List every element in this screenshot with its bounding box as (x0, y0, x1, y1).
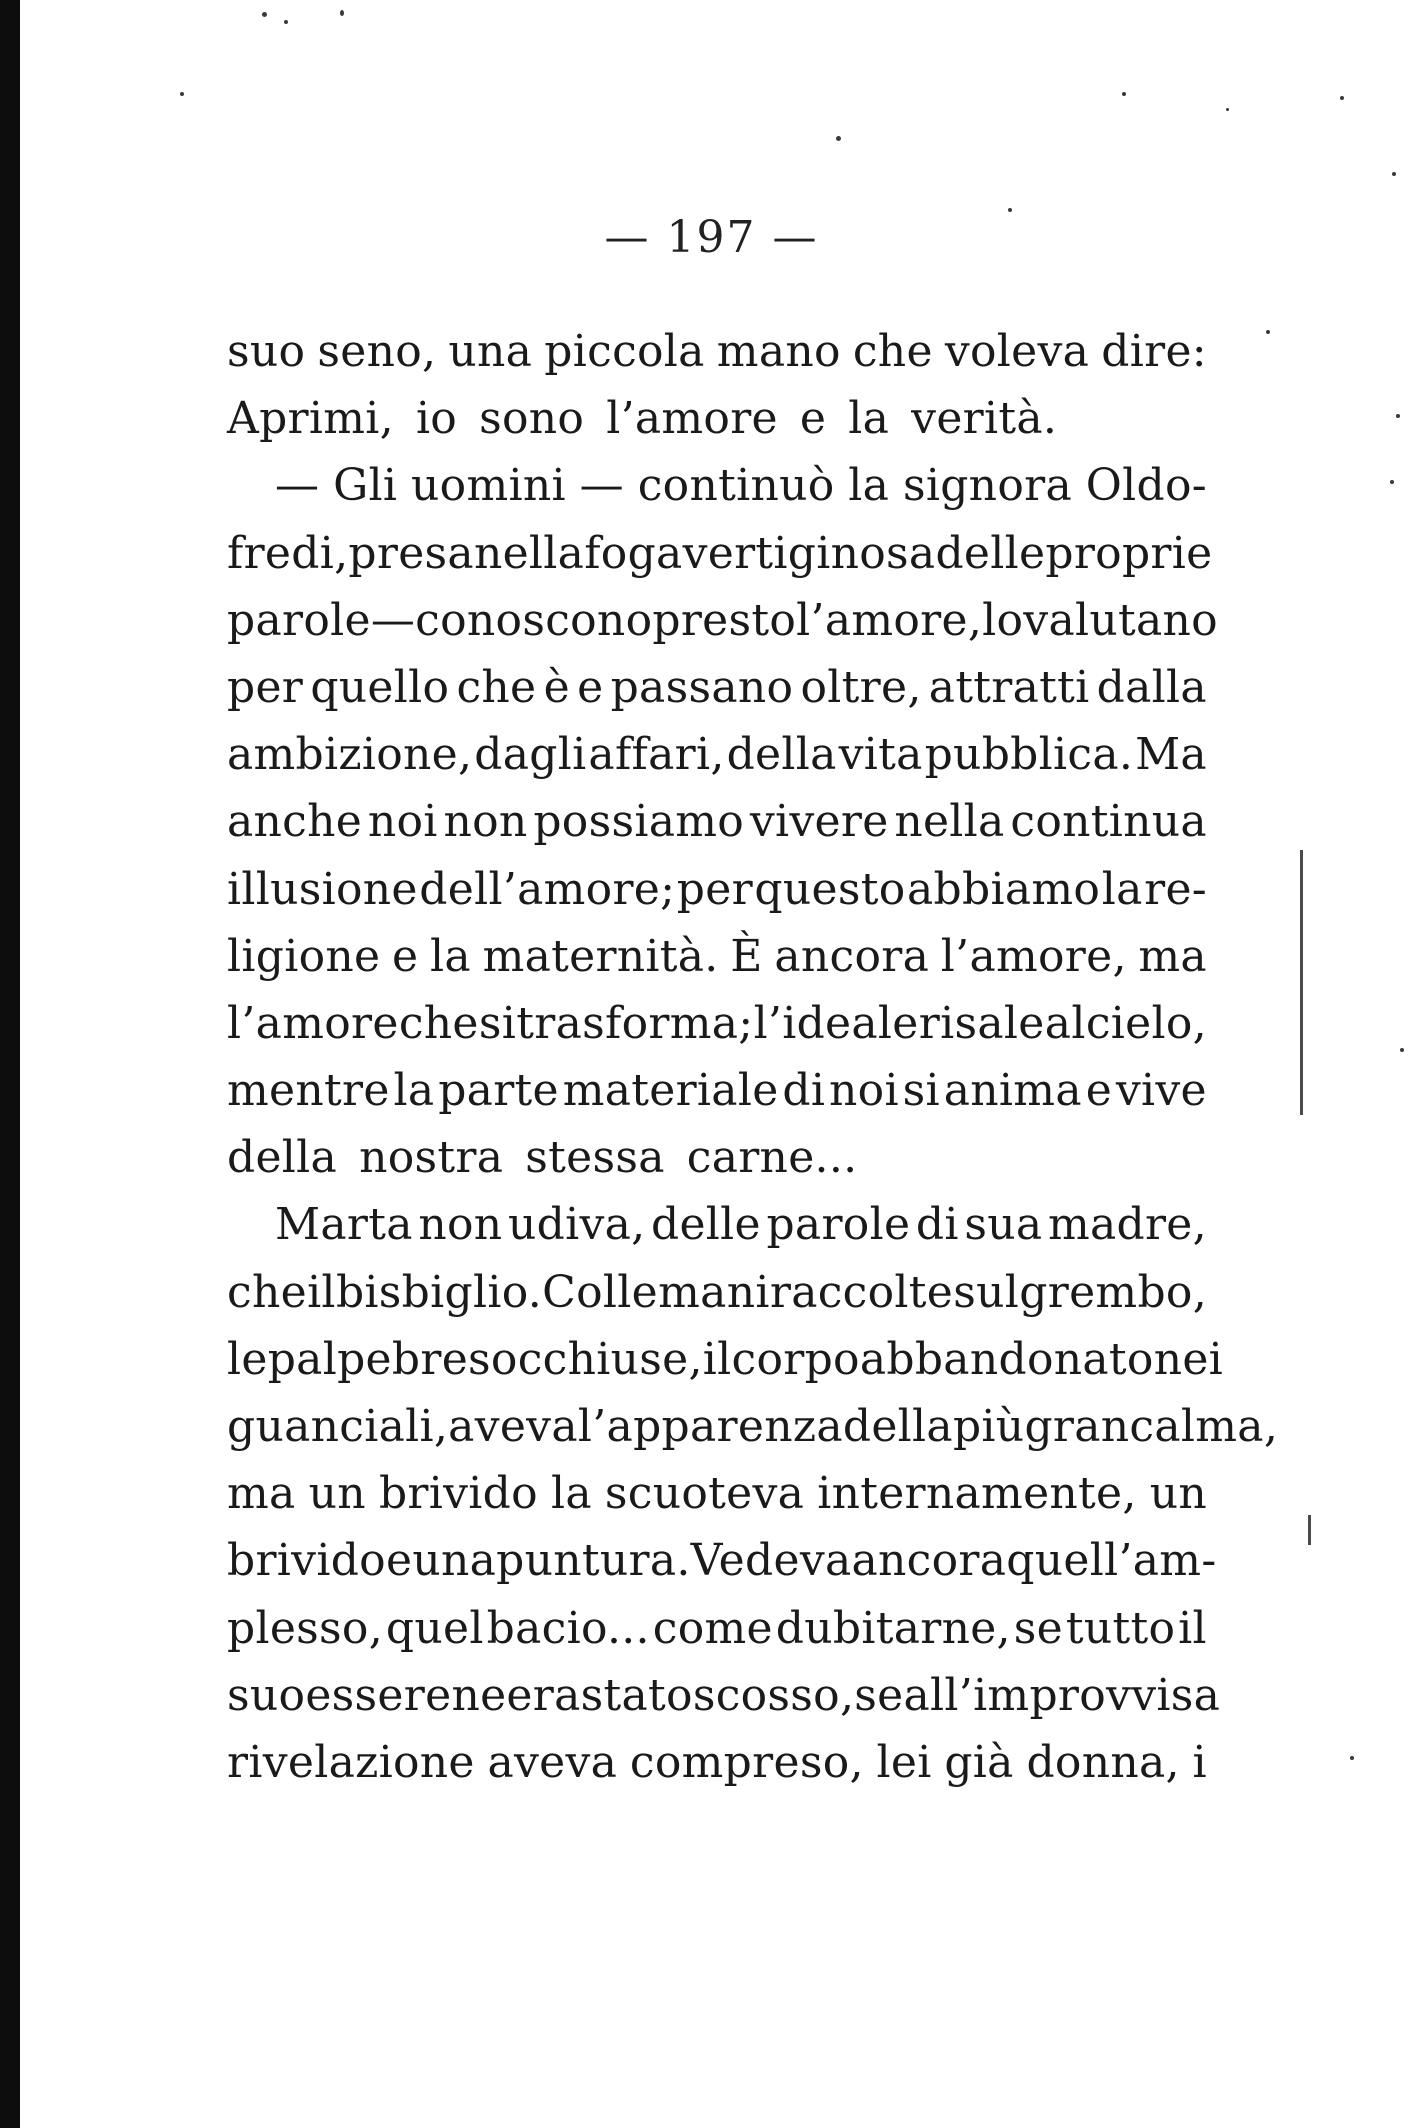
word: fredi, (227, 527, 349, 579)
word: dubitarne, (775, 1602, 1011, 1654)
word: gran (1024, 1401, 1130, 1452)
word: valutano (1023, 594, 1218, 646)
text-line (227, 1326, 1224, 1393)
word: la (550, 1468, 592, 1520)
text-line (227, 1527, 1217, 1594)
word: Vedeva (690, 1535, 852, 1587)
text-line (227, 654, 1207, 721)
word: conoscono (415, 594, 653, 646)
text-line (227, 520, 1213, 587)
text-line (227, 385, 1207, 452)
word: essere (305, 1669, 452, 1721)
word: mano (716, 326, 841, 377)
word: anima (943, 1065, 1082, 1117)
word: scosso, (692, 1669, 855, 1721)
page-number-header: — 197 — (604, 212, 819, 263)
word: ancora (774, 930, 930, 982)
word: proprie (1045, 527, 1213, 579)
word: vive (1115, 1065, 1207, 1117)
word: parole (766, 1199, 911, 1251)
word: l’amore (227, 997, 399, 1049)
word: scuoteva (604, 1468, 805, 1520)
word: non (418, 1199, 503, 1251)
word: la (848, 460, 890, 512)
word: Oldo- (1085, 460, 1207, 512)
word: ma (1138, 930, 1207, 982)
word: aveva (487, 1736, 618, 1788)
word: continua (1010, 796, 1207, 848)
word: ancora (851, 1535, 1007, 1587)
word: che (398, 997, 479, 1049)
word: dagli (474, 729, 587, 781)
word: bacio... (486, 1602, 650, 1654)
word: seno, (317, 326, 437, 377)
word: quello (310, 661, 450, 713)
word: trasforma; (516, 997, 754, 1049)
word: risale (918, 997, 1045, 1049)
word: quel (385, 1602, 484, 1654)
word: l’ideale (753, 997, 919, 1049)
word: della (726, 729, 837, 781)
word: suo (227, 1669, 306, 1721)
word: Gli (333, 460, 398, 512)
word: attratti (928, 661, 1090, 713)
scan-speck (836, 136, 841, 141)
word: un (308, 1468, 366, 1520)
text-line (227, 1460, 1207, 1527)
word: anche (227, 796, 363, 848)
word: materiale (562, 1065, 779, 1117)
text-line (227, 1729, 1207, 1796)
word: non (443, 796, 528, 848)
word: sono (479, 393, 585, 445)
word: brivido (227, 1535, 386, 1587)
word: pubblica. (924, 729, 1134, 781)
word: — (370, 594, 416, 646)
text-line (227, 1662, 1221, 1729)
scan-speck (1226, 108, 1229, 111)
word: quell’am- (1006, 1535, 1217, 1587)
word: possiamo (533, 796, 745, 848)
word: e (392, 930, 419, 982)
scan-speck (340, 10, 344, 16)
word: nella (894, 796, 1005, 848)
word: uomini (411, 460, 566, 512)
word: verità. (911, 393, 1058, 445)
word: il (702, 1333, 732, 1385)
word: calma, (1129, 1401, 1279, 1452)
body-text (227, 318, 1279, 1796)
text-line (227, 1595, 1207, 1662)
word: il (307, 1266, 336, 1318)
scan-speck (1350, 1756, 1354, 1760)
word: — (275, 460, 320, 512)
scan-speck (1266, 330, 1270, 334)
scan-speck (1396, 414, 1400, 418)
scan-speck (262, 12, 267, 17)
word: palpebre (267, 1333, 469, 1385)
word: delle (935, 527, 1046, 579)
text-line (227, 318, 1207, 385)
word: di (782, 1065, 826, 1117)
word: vivere (749, 796, 889, 848)
word: Aprimi, (227, 393, 394, 445)
word: al (1044, 997, 1086, 1049)
word: raccolte (769, 1266, 954, 1318)
word: aveva (448, 1401, 578, 1452)
word: questo (754, 863, 906, 915)
word: tutto (1065, 1602, 1176, 1654)
word: che (227, 1266, 307, 1318)
word: stessa (525, 1132, 665, 1184)
word: presa (348, 527, 474, 579)
margin-pencil-mark (1308, 1515, 1311, 1545)
word: madre, (1047, 1199, 1207, 1251)
scan-speck (1340, 96, 1344, 100)
text-line (227, 788, 1207, 855)
word: io (415, 393, 458, 445)
text-line (227, 1057, 1207, 1124)
word: abbiamo (907, 863, 1101, 915)
word: si (478, 997, 517, 1049)
word: l’amore, (940, 930, 1127, 982)
word: cielo, (1085, 997, 1207, 1049)
word: compreso, (629, 1736, 864, 1788)
word: piccola (544, 326, 705, 377)
word: puntura. (496, 1535, 691, 1587)
word: nostra (359, 1132, 504, 1184)
word: la (1101, 863, 1143, 915)
word: carne... (686, 1132, 858, 1184)
word: maternità. (482, 930, 719, 982)
word: affari, (588, 729, 725, 781)
word: il (1178, 1602, 1207, 1654)
word: socchiuse, (468, 1333, 703, 1385)
word: vertiginosa (682, 527, 936, 579)
word: mani (658, 1266, 770, 1318)
word: nella (473, 527, 585, 579)
text-line (227, 1393, 1279, 1460)
word: stato (580, 1669, 693, 1721)
word: oltre, (800, 661, 922, 713)
word: come (652, 1602, 773, 1654)
text-line (227, 1191, 1207, 1258)
word: che (456, 661, 537, 713)
scan-speck (1122, 92, 1126, 96)
text-line (227, 1124, 1207, 1191)
word: presto (652, 594, 797, 646)
word: ambizione, (227, 729, 473, 781)
word: Marta (275, 1199, 413, 1251)
word: l’amore, (796, 594, 983, 646)
word: l’apparenza (577, 1401, 843, 1452)
word: ne (451, 1669, 507, 1721)
word: corpo (731, 1333, 860, 1385)
word: parte (438, 1065, 559, 1117)
text-line (227, 587, 1218, 654)
word: donna, (1026, 1736, 1180, 1788)
word: ma (227, 1468, 296, 1520)
word: rivelazione (227, 1736, 475, 1788)
word: l’amore (606, 393, 778, 445)
word: noi (829, 1065, 899, 1117)
word: la (848, 393, 890, 445)
word: per (227, 661, 304, 713)
word: noi (367, 796, 438, 848)
word: — (579, 460, 624, 512)
word: che (852, 326, 933, 377)
word: ligione (227, 930, 381, 982)
word: già (944, 1736, 1014, 1788)
word: illusione (227, 863, 418, 915)
word: plesso, (227, 1602, 384, 1654)
scan-speck (180, 92, 184, 96)
word: un (1149, 1468, 1207, 1520)
word: grembo, (1019, 1266, 1207, 1318)
text-line (227, 856, 1207, 923)
word: mentre (227, 1065, 390, 1117)
word: suo (227, 326, 306, 377)
word: brivido (378, 1468, 538, 1520)
word: Ma (1135, 729, 1207, 781)
word: la (430, 930, 471, 982)
word: della (227, 1132, 338, 1184)
text-line (227, 1259, 1207, 1326)
word: internamente, (817, 1468, 1137, 1520)
scan-speck (284, 20, 288, 24)
word: nei (1153, 1333, 1224, 1385)
word: di (915, 1199, 959, 1251)
word: i (1192, 1736, 1207, 1788)
word: passano (610, 661, 794, 713)
word: lo (982, 594, 1024, 646)
word: voleva (944, 326, 1090, 377)
word: e (385, 1535, 413, 1587)
word: e (1085, 1065, 1113, 1117)
word: e (799, 393, 827, 445)
scan-speck (1400, 1048, 1404, 1052)
word: lei (876, 1736, 932, 1788)
word: signora (902, 460, 1072, 512)
text-line (227, 721, 1207, 788)
word: era (506, 1669, 581, 1721)
text-line (227, 452, 1207, 519)
word: della (842, 1401, 953, 1452)
word: vita (838, 729, 923, 781)
word: È (730, 930, 763, 982)
word: più (952, 1401, 1025, 1452)
word: parole (227, 594, 371, 646)
text-line (227, 923, 1207, 990)
word: è (543, 661, 570, 713)
word: guanciali, (227, 1401, 449, 1452)
word: per (676, 863, 753, 915)
word: dire: (1101, 326, 1207, 377)
scan-speck (1392, 172, 1396, 176)
text-line (227, 990, 1207, 1057)
word: bisbiglio. (335, 1266, 543, 1318)
word: foga (584, 527, 683, 579)
word: si (902, 1065, 940, 1117)
scan-speck (1390, 480, 1394, 484)
word: se (854, 1669, 904, 1721)
word: delle (651, 1199, 761, 1251)
word: abbandonato (859, 1333, 1154, 1385)
word: continuò (637, 460, 835, 512)
word: re- (1144, 863, 1207, 915)
page-binding-edge (0, 0, 20, 2128)
word: udiva, (507, 1199, 646, 1251)
word: sua (964, 1199, 1043, 1251)
word: le (227, 1333, 268, 1385)
word: se (1013, 1602, 1063, 1654)
word: sul (953, 1266, 1020, 1318)
word: Colle (542, 1266, 659, 1318)
margin-pencil-mark (1300, 850, 1303, 1115)
word: dell’amore; (419, 863, 676, 915)
word: una (412, 1535, 497, 1587)
word: la (393, 1065, 435, 1117)
word: una (448, 326, 533, 377)
word: all’improvvisa (903, 1669, 1221, 1721)
word: dalla (1096, 661, 1207, 713)
word: e (577, 661, 604, 713)
